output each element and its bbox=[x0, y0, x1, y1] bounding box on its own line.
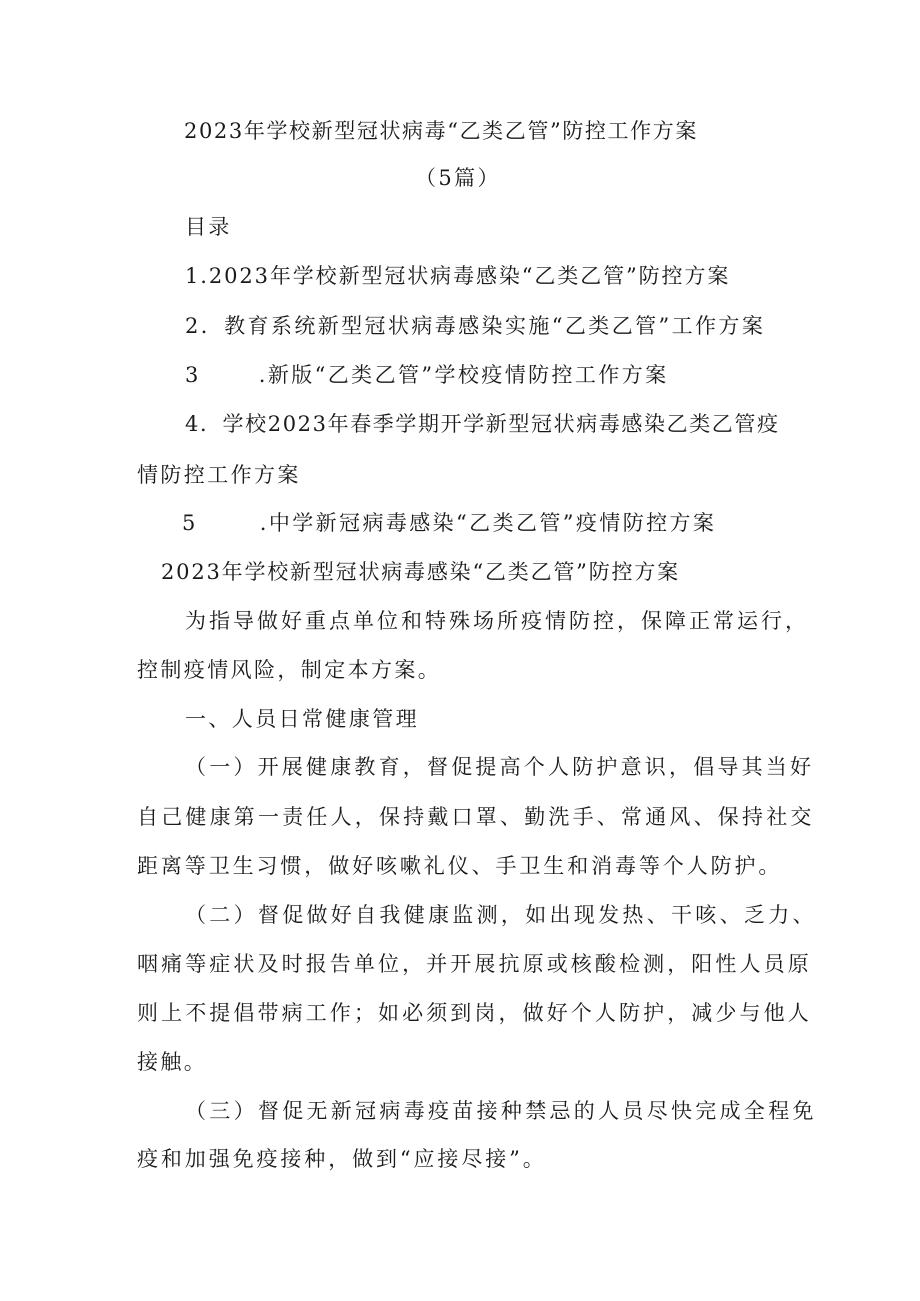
toc-item-5-number: 5 bbox=[182, 511, 198, 535]
toc-item-5 bbox=[182, 508, 716, 538]
paragraph-1-line: 自己健康第一责任人，保持戴口罩、勤洗手、常通风、保持社交 bbox=[137, 805, 815, 829]
paragraph-3-line: 疫和加强免疫接种，做到“应接尽接”。 bbox=[137, 1147, 547, 1171]
toc-item-4-line-2: 情防控工作方案 bbox=[137, 463, 301, 487]
paragraph-1-line: （一）开展健康教育，督促提高个人防护意识，倡导其当好 bbox=[185, 755, 815, 779]
section-title: 2023年学校新型冠状病毒感染“乙类乙管”防控方案 bbox=[161, 560, 680, 584]
toc-heading: 目录 bbox=[185, 215, 232, 239]
document-subtitle: （5篇） bbox=[415, 166, 501, 190]
paragraph-2-line: （二）督促做好自我健康监测，如出现发热、干咳、乏力、 bbox=[185, 903, 817, 927]
toc-item-5-text: .中学新冠病毒感染“乙类乙管”疫情防控方案 bbox=[259, 511, 717, 535]
section-heading-1: 一、人员日常健康管理 bbox=[185, 707, 419, 731]
paragraph-1-line: 距离等卫生习惯，做好咳嗽礼仪、手卫生和消毒等个人防护。 bbox=[137, 854, 783, 878]
intro-paragraph-line: 控制疫情风险，制定本方案。 bbox=[137, 658, 442, 682]
toc-item-4-line-1: 4．学校2023年春季学期开学新型冠状病毒感染乙类乙管疫 bbox=[185, 412, 780, 436]
toc-item-3 bbox=[185, 360, 669, 390]
intro-paragraph-line: 为指导做好重点单位和特殊场所疫情防控，保障正常运行， bbox=[185, 609, 809, 633]
paragraph-3-line: （三）督促无新冠病毒疫苗接种禁忌的人员尽快完成全程免 bbox=[185, 1099, 817, 1123]
toc-item-3-number: 3 bbox=[185, 363, 201, 387]
paragraph-2-line: 咽痛等症状及时报告单位，并开展抗原或核酸检测，阳性人员原 bbox=[137, 952, 812, 976]
toc-item-2: 2．教育系统新型冠状病毒感染实施“乙类乙管”工作方案 bbox=[185, 314, 766, 338]
toc-item-1: 1.2023年学校新型冠状病毒感染“乙类乙管”防控方案 bbox=[185, 264, 731, 288]
paragraph-2-line: 则上不提倡带病工作；如必须到岗，做好个人防护，减少与他人 bbox=[137, 1001, 812, 1025]
toc-item-3-text: .新版“乙类乙管”学校疫情防控工作方案 bbox=[258, 363, 669, 387]
document-title: 2023年学校新型冠状病毒“乙类乙管”防控工作方案 bbox=[184, 119, 698, 143]
paragraph-2-line: 接触。 bbox=[137, 1050, 208, 1074]
